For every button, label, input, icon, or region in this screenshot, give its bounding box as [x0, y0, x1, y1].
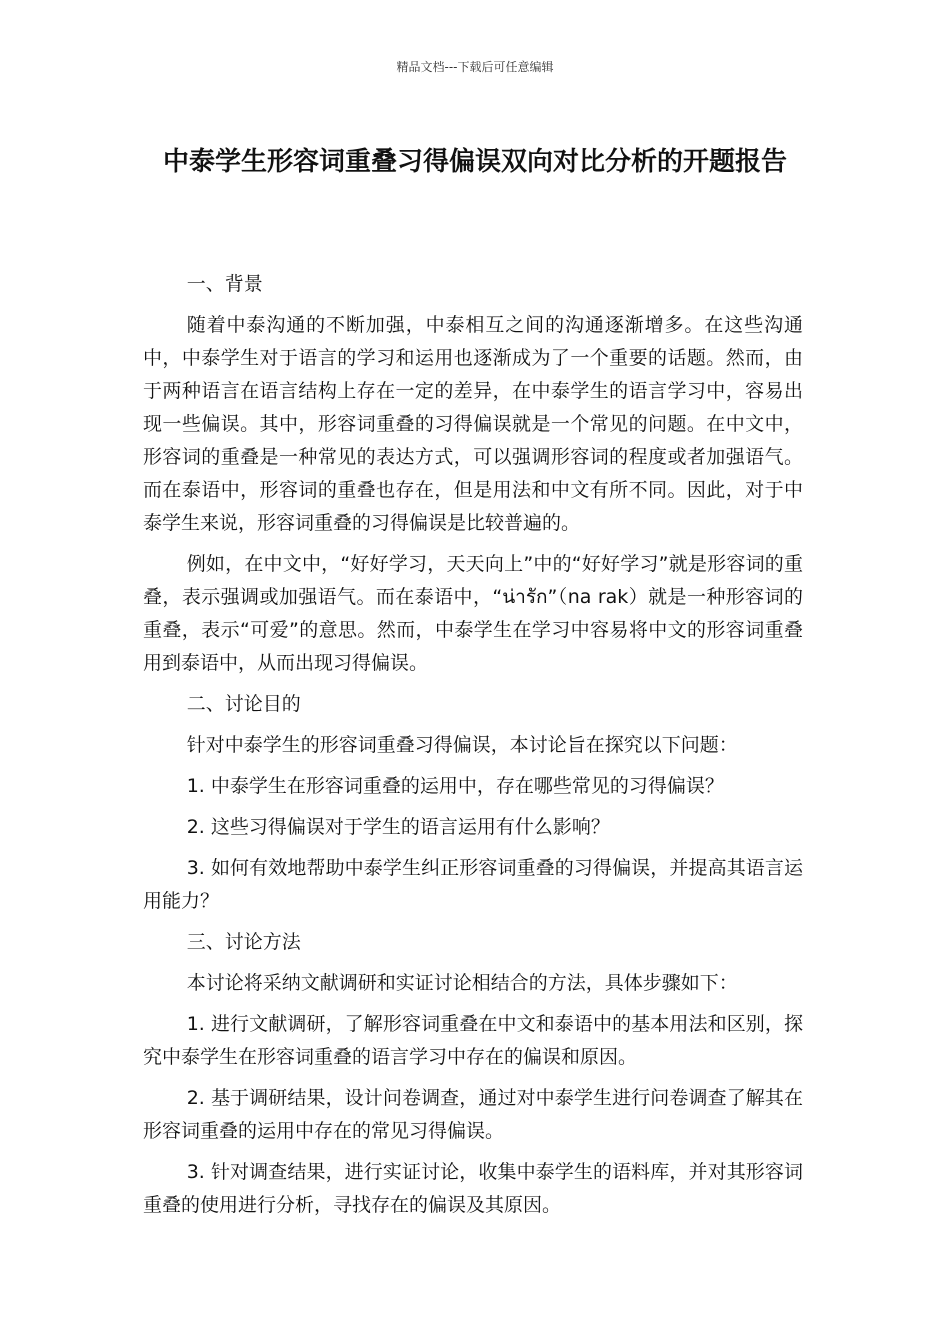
method-item-2: 2. 基于调研结果，设计问卷调查，通过对中泰学生进行问卷调查了解其在形容词重叠的运用中存在的常见习得偏误。: [143, 1087, 803, 1142]
purpose-item-2: 2. 这些习得偏误对于学生的语言运用有什么影响？: [186, 816, 610, 838]
purpose-item-3: 3. 如何有效地帮助中泰学生纠正形容词重叠的习得偏误，并提高其语言运用能力？: [143, 857, 803, 912]
method-intro: 本讨论将采纳文献调研和实证讨论相结合的方法，具体步骤如下：: [186, 972, 738, 994]
section-heading-method: 三、讨论方法: [186, 931, 301, 953]
purpose-item-1: 1. 中泰学生在形容词重叠的运用中，存在哪些常见的习得偏误？: [186, 775, 724, 797]
section-heading-purpose: 二、讨论目的: [186, 693, 301, 715]
method-item-1: 1. 进行文献调研，了解形容词重叠在中文和泰语中的基本用法和区别，探究中泰学生在形容词重叠的语言学习中存在的偏误和原因。: [143, 1013, 803, 1068]
method-item-3: 3. 针对调查结果，进行实证讨论，收集中泰学生的语料库，并对其形容词重叠的使用进行分析，寻找存在的偏误及其原因。: [143, 1161, 803, 1216]
section-heading-background: 一、背景: [186, 273, 263, 295]
background-paragraph-1: 随着中泰沟通的不断加强，中泰相互之间的沟通逐渐增多。在这些沟通中，中泰学生对于语言的学习和运用也逐渐成为了一个重要的话题。然而，由于两种语言在语言结构上存在一定的差异，在中泰学生的语言学习中，容易出现一些偏误。其中，形容词重叠的习得偏误就是一个常见的问题。在中文中，形容词的重叠是一种常见的表达方式，可以强调形容词的程度或者加强语气。而在泰语中，形容词的重叠也存在，但是用法和中文有所不同。因此，对于中泰学生来说，形容词重叠的习得偏误是比较普遍的。: [143, 314, 803, 534]
purpose-intro: 针对中泰学生的形容词重叠习得偏误，本讨论旨在探究以下问题：: [186, 734, 738, 756]
header-note: 精品文档---下载后可任意编辑: [396, 60, 554, 74]
document-title: 中泰学生形容词重叠习得偏误双向对比分析的开题报告: [162, 147, 787, 177]
document-body: [143, 268, 803, 1230]
background-paragraph-2: 例如，在中文中，“好好学习，天天向上”中的“好好学习”就是形容词的重叠，表示强调或加强语气。而在泰语中，“น่ารัก”（na rak）就是一种形容词的重叠，表示“可爱”的意思。然而，中泰学生在学习中容易将中文的形容词重叠用到泰语中，从而出现习得偏误。: [143, 553, 803, 674]
